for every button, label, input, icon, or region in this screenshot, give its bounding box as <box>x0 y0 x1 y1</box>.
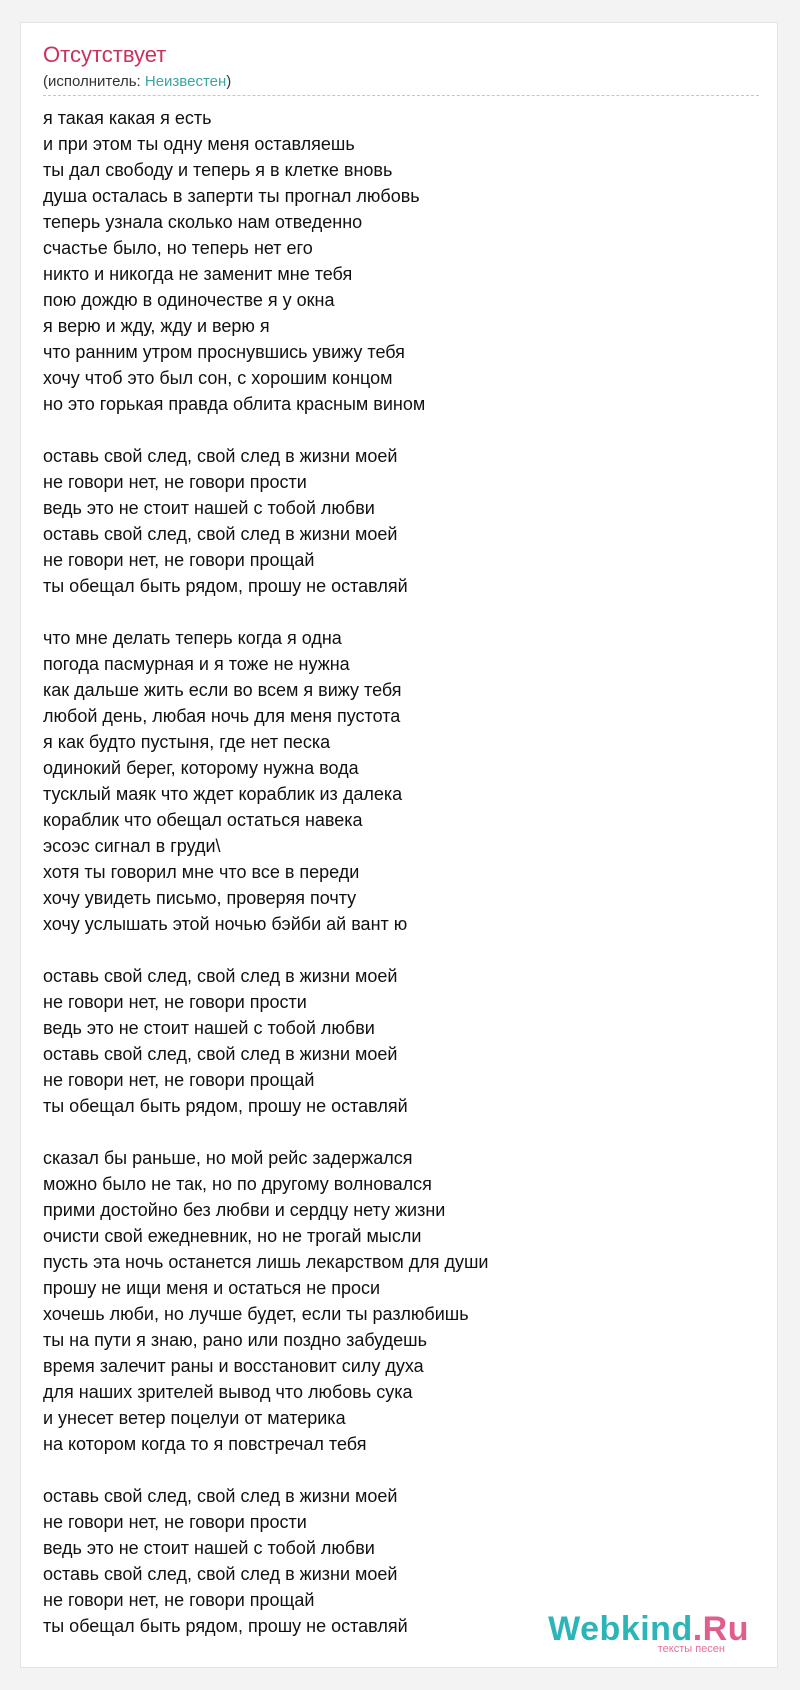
lyric-line: хочу услышать этой ночью бэйби ай вант ю <box>43 914 408 934</box>
lyric-line: тусклый маяк что ждет кораблик из далека <box>43 784 403 804</box>
lyric-line: ведь это не стоит нашей с тобой любви <box>43 1538 375 1558</box>
stanza <box>43 1145 759 1457</box>
stanza <box>43 443 759 599</box>
lyric-line: хочу чтоб это был сон, с хорошим концом <box>43 368 393 388</box>
lyric-line: не говори нет, не говори прощай <box>43 1070 315 1090</box>
lyric-line: пою дождю в одиночестве я у окна <box>43 290 335 310</box>
lyric-line: душа осталась в заперти ты прогнал любовь <box>43 186 420 206</box>
lyric-line: одинокий берег, которому нужна вода <box>43 758 359 778</box>
lyric-line: ты обещал быть рядом, прошу не оставляй <box>43 1616 408 1636</box>
lyric-line: оставь свой след, свой след в жизни моей <box>43 446 398 466</box>
lyric-line: что мне делать теперь когда я одна <box>43 628 342 648</box>
lyric-line: для наших зрителей вывод что любовь сука <box>43 1382 413 1402</box>
lyric-line: оставь свой след, свой след в жизни моей <box>43 1486 398 1506</box>
lyric-line: не говори нет, не говори прости <box>43 1512 307 1532</box>
lyric-line: я такая какая я есть <box>43 108 212 128</box>
artist-suffix: ) <box>226 73 232 90</box>
lyric-line: теперь узнала сколько нам отведенно <box>43 212 363 232</box>
logo-tagline: тексты песен <box>657 1643 725 1655</box>
lyric-line: оставь свой след, свой след в жизни моей <box>43 1564 398 1584</box>
lyric-line: хотя ты говорил мне что все в переди <box>43 862 360 882</box>
lyric-line: хочешь люби, но лучше будет, если ты разлюбишь <box>43 1304 469 1324</box>
lyric-line: эсоэс сигнал в груди\ <box>43 836 221 856</box>
lyric-line: время залечит раны и восстановит силу духа <box>43 1356 424 1376</box>
lyric-line: хочу увидеть письмо, проверяя почту <box>43 888 357 908</box>
lyric-line: погода пасмурная и я тоже не нужна <box>43 654 350 674</box>
lyrics-card <box>20 22 778 1668</box>
divider <box>43 95 759 96</box>
lyric-line: не говори нет, не говори прощай <box>43 1590 315 1610</box>
logo-wordmark <box>548 1611 749 1647</box>
lyric-line: очисти свой ежедневник, но не трогай мысли <box>43 1226 422 1246</box>
lyric-line: оставь свой след, свой след в жизни моей <box>43 966 398 986</box>
lyric-line: оставь свой след, свой след в жизни моей <box>43 1044 398 1064</box>
lyric-line: можно было не так, но по другому волновался <box>43 1174 432 1194</box>
logo-main-text: Webkind <box>548 1610 693 1648</box>
lyric-line: ты дал свободу и теперь я в клетке вновь <box>43 160 393 180</box>
lyric-line: я верю и жду, жду и верю я <box>43 316 270 336</box>
lyric-line: ты обещал быть рядом, прошу не оставляй <box>43 1096 408 1116</box>
lyric-line: никто и никогда не заменит мне тебя <box>43 264 353 284</box>
logo-suffix: .Ru <box>692 1610 749 1648</box>
lyric-line: прошу не ищи меня и остаться не проси <box>43 1278 381 1298</box>
lyric-line: ты на пути я знаю, рано или поздно забудешь <box>43 1330 428 1350</box>
lyrics-body <box>43 105 759 1665</box>
lyric-line: ты обещал быть рядом, прошу не оставляй <box>43 576 408 596</box>
lyric-line: прими достойно без любви и сердцу нету жизни <box>43 1200 446 1220</box>
lyric-line: как дальше жить если во всем я вижу тебя <box>43 680 402 700</box>
lyric-line: не говори нет, не говори прости <box>43 992 307 1012</box>
lyric-line: не говори нет, не говори прощай <box>43 550 315 570</box>
stanza <box>43 625 759 937</box>
lyric-line: любой день, любая ночь для меня пустота <box>43 706 401 726</box>
lyric-line: ведь это не стоит нашей с тобой любви <box>43 498 375 518</box>
lyric-line: на котором когда то я повстречал тебя <box>43 1434 367 1454</box>
lyric-line: кораблик что обещал остаться навека <box>43 810 363 830</box>
site-logo[interactable] <box>548 1611 749 1655</box>
artist-link[interactable]: Неизвестен <box>144 73 227 90</box>
lyric-line: я как будто пустыня, где нет песка <box>43 732 331 752</box>
lyric-line: пусть эта ночь останется лишь лекарством для души <box>43 1252 489 1272</box>
lyric-line: оставь свой след, свой след в жизни моей <box>43 524 398 544</box>
lyric-line: но это горькая правда облита красным вином <box>43 394 426 414</box>
artist-line <box>43 73 231 91</box>
song-title: Отсутствует <box>43 42 167 67</box>
lyric-line: и унесет ветер поцелуи от материка <box>43 1408 346 1428</box>
lyric-line: счастье было, но теперь нет его <box>43 238 313 258</box>
stanza <box>43 105 759 417</box>
lyric-line: ведь это не стоит нашей с тобой любви <box>43 1018 375 1038</box>
lyric-line: сказал бы раньше, но мой рейс задержался <box>43 1148 413 1168</box>
artist-prefix: (исполнитель: <box>43 73 145 90</box>
stanza <box>43 963 759 1119</box>
lyric-line: что ранним утром проснувшись увижу тебя <box>43 342 405 362</box>
lyric-line: не говори нет, не говори прости <box>43 472 307 492</box>
lyric-line: и при этом ты одну меня оставляешь <box>43 134 355 154</box>
